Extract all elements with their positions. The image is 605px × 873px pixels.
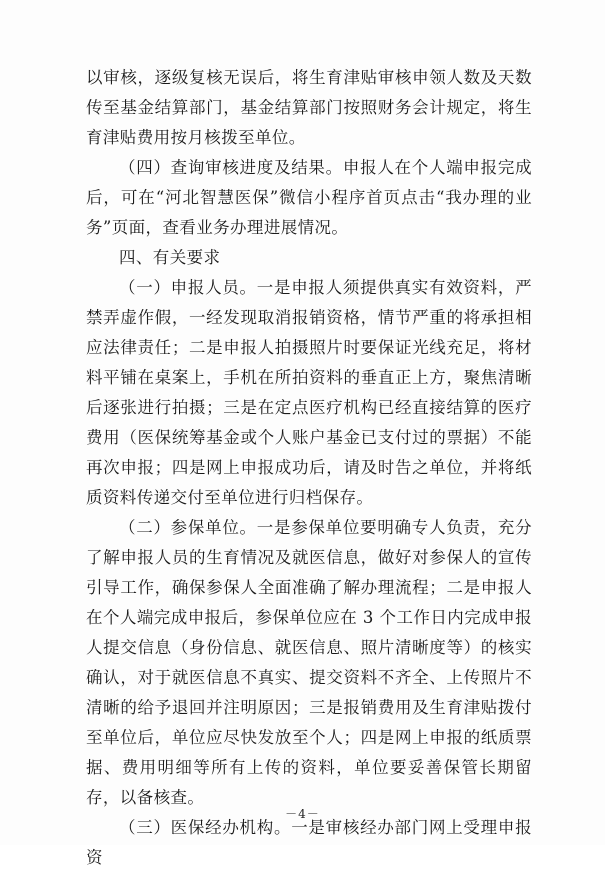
paragraph-applicants: （一）申报人员。一是申报人须提供真实有效资料，严禁弄虚作假，一经发现取消报销资格，情节严重的将承担相应法律责任；二是申报人拍摄照片时要保证光线充足，将材料平铺在桌案上，手机在所拍资料的垂直正上方，聚焦清晰后逐张进行拍摄；三是在定点医疗机构已经直接结算的医疗费用（医保统筹基金或个人账户基金已支付过的票据）不能再次申报；四是网上申报成功后，请及时告之单位，并将纸质资料传递交付至单位进行归档保存。 [86,278,532,507]
paragraph-insured-units: （二）参保单位。一是参保单位要明确专人负责，充分了解申报人员的生育情况及就医信息，做好对参保人的宣传引导工作，确保参保人全面准确了解办理流程；二是申报人在个人端完成申报后，参保单位应在 3 个工作日内完成申报人提交信息（身份信息、就医信息、照片清晰度等）的核实确认，对于就医信息不真实、提交资料不齐全、上传照片不清晰的给予退回并注明原因；三是报销费用及生育津贴拨付至单位后，单位应尽快发放至个人；四是网上申报的纸质票据、费用明细等所有上传的资料，单位要妥善保管长期留存，以备核查。 [86,518,532,807]
paragraph-query-progress: （四）查询审核进度及结果。申报人在个人端申报完成后，可在“河北智慧医保”微信小程序首页点击“我办理的业务”页面，查看业务办理进展情况。 [86,158,532,237]
document-body [86,63,532,873]
paragraph-continuation: 以审核，逐级复核无误后，将生育津贴审核申领人数及天数传至基金结算部门，基金结算部门按照财务会计规定，将生育津贴费用按月核拨至单位。 [86,68,532,147]
paragraph-agencies: （三）医保经办机构。一是审核经办部门网上受理申报资 [86,818,532,867]
page-number: －4－ [285,807,320,821]
section-heading-requirements: 四、有关要求 [119,248,221,267]
